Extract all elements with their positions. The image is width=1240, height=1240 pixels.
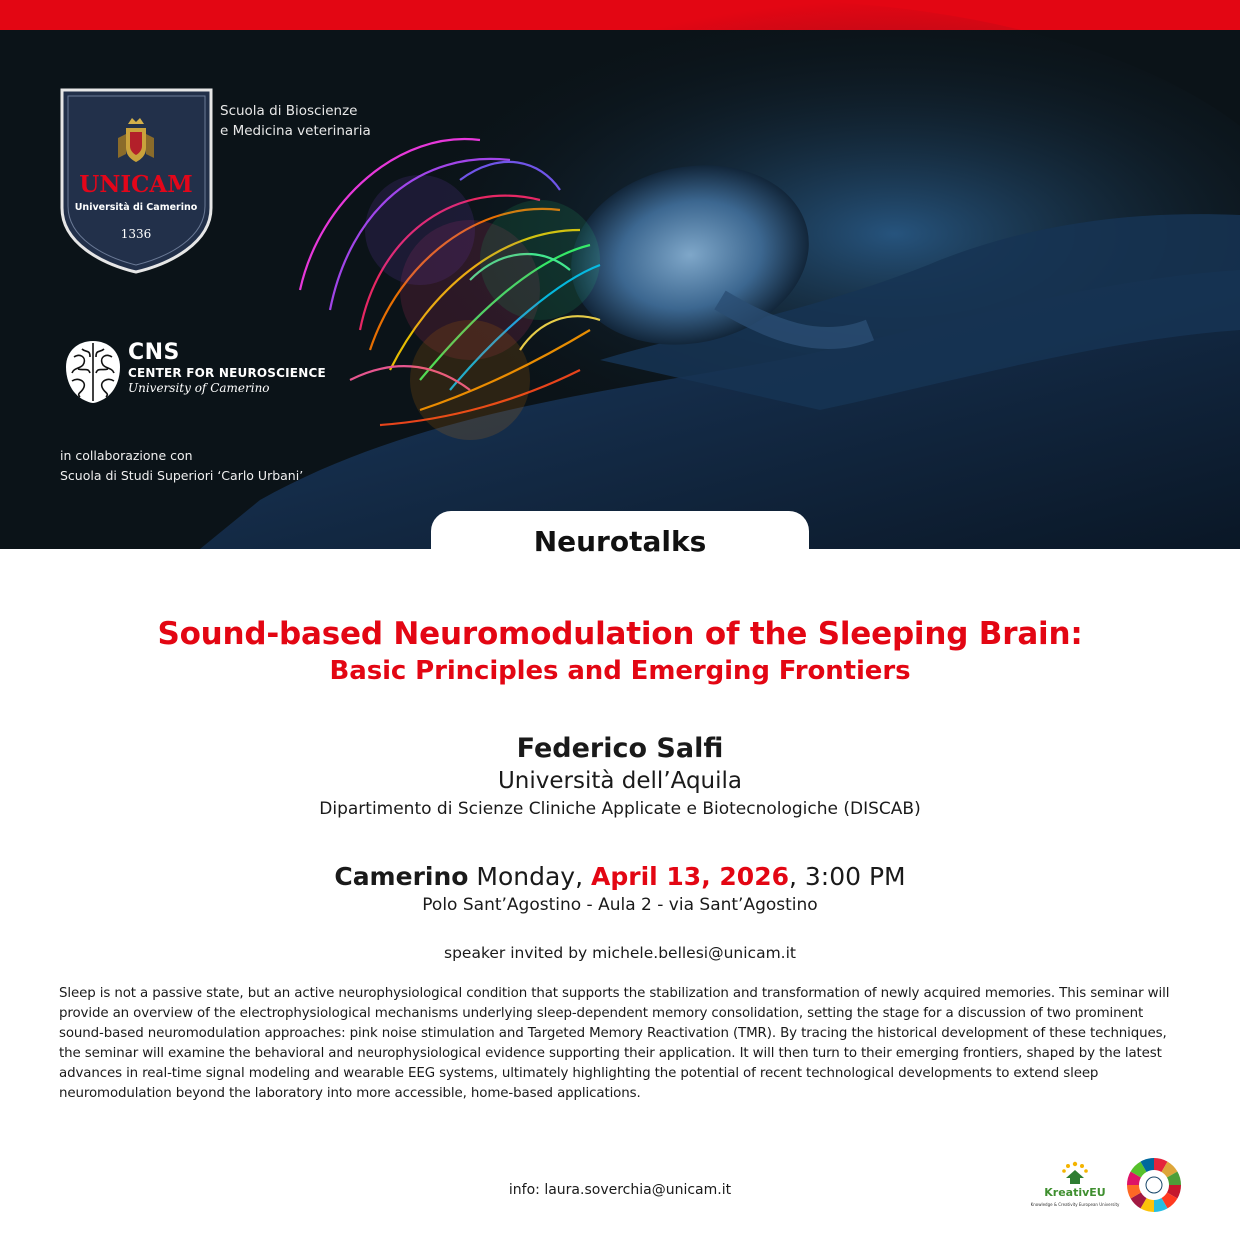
collab-line-1: in collaborazione con [60,448,193,463]
kreativ-tagline: Knowledge & Creativity European University [1030,1202,1120,1207]
brain-icon [60,337,126,407]
collab-line-2: Scuola di Studi Superiori ‘Carlo Urbani’ [60,468,304,483]
speaker-name: Federico Salfi [516,733,724,764]
event-weekday: Monday, [476,862,584,891]
school-line-1: Scuola di Bioscienze [220,103,358,119]
series-tab: Neurotalks [431,511,809,559]
event-datetime [0,860,1240,894]
shield-name: UNICAM [79,171,193,198]
shield-subtitle: Università di Camerino [74,202,198,213]
event-details [0,860,1240,916]
invited-by: speaker invited by michele.bellesi@unicam.it [444,944,796,962]
cns-university: University of Camerino [128,381,270,395]
speaker-block [0,732,1240,822]
unicam-shield-logo [60,88,213,274]
shield-year: 1336 [120,227,152,241]
abstract-text: Sleep is not a passive state, but an active neurophysiological condition that supports the stabilization and transformation of newly acquired memories. This seminar will provide an overview of the electrophysiological mechanisms underlying sleep-dependent memory consolidation, setting the stage for a discussion of two prominent sound-based neuromodulation approaches: pink noise stimulation and Targeted Memory Reactivation (TMR). By tracing the historical development of these techniques, the seminar will examine the behavioral and neurophysiological evidence supporting their application. It will then turn to their emerging frontiers, shaped by the latest advances in real-time signal modeling and wearable EEG systems, ultimately highlighting the potential of recent technological developments to extend sleep neuromodulation beyond the laboratory into more accessible, home-based applications. [59,986,1170,1101]
collaboration-note [60,446,303,486]
event-time: , 3:00 PM [789,862,906,891]
seminar-title [0,614,1240,688]
event-venue: Polo Sant’Agostino - Aula 2 - via Sant’Agostino [422,895,818,915]
title-line-1: Sound-based Neuromodulation of the Sleeping Brain: [157,616,1083,652]
event-city: Camerino [334,862,469,891]
sdg-wheel-icon [1126,1157,1182,1213]
cns-logo-text [128,341,326,396]
kreativ-name: KreativEU [1044,1186,1106,1199]
speaker-department: Dipartimento di Scienze Cliniche Applicate e Biotecnologiche (DISCAB) [319,799,921,819]
title-line-2: Basic Principles and Emerging Frontiers [329,656,911,686]
event-date: April 13, 2026 [591,862,789,891]
school-line-2: e Medicina veterinaria [220,123,371,139]
hero-banner [0,30,1240,549]
kreativeu-logo [1030,1158,1120,1212]
speaker-university: Università dell’Aquila [497,768,743,794]
school-name [220,101,371,141]
info-contact: info: laura.soverchia@unicam.it [508,1182,732,1198]
cns-abbr: CNS [128,340,180,365]
cns-full-name: CENTER FOR NEUROSCIENCE [128,366,326,380]
